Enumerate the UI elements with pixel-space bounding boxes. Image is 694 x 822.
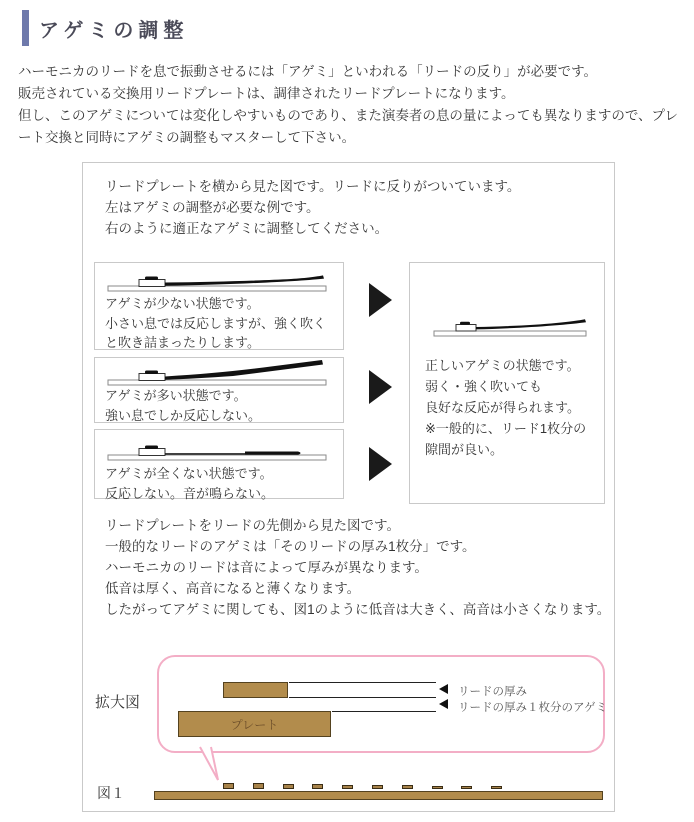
annotation-line (332, 711, 436, 712)
intro-line: ハーモニカのリードを息で振動させるには「アゲミ」といわれる「リードの反り」が必要です。 (18, 64, 598, 79)
reed-side-view-no-agemi-diagram (103, 435, 333, 463)
intro-line: 但し、このアゲミについては変化しやすいものであり、また演奏者の息の量によっても異なりますので、プレート交換と同時にアゲミの調整もマスターして下さい。 (18, 108, 679, 145)
accent-bar (22, 10, 29, 46)
plate-label: プレート (230, 717, 279, 732)
enlarged-view-label: 拡大図 (95, 694, 141, 711)
plate-cross-section (178, 711, 331, 737)
intro-paragraph (18, 61, 680, 149)
example-box-correct-agemi (409, 262, 605, 504)
example-box-high-agemi (94, 357, 344, 423)
annotation-line (289, 682, 436, 683)
explanation-paragraph: リードプレートをリードの先側から見た図です。 一般的なリードのアゲミは「そのリードの厚み1枚分」です。 ハーモニカのリードは音によって厚みが異なります。 低音は厚く、高音になると薄くなります。 したがってアゲミに関しても、図1のように低音は大きく、高音は小さくなります。 (105, 518, 611, 617)
panel-intro-line: 右のように適正なアゲミに調整してください。 (105, 221, 389, 236)
reed-mark (312, 784, 323, 789)
right-arrow-icon (369, 283, 392, 317)
left-arrow-icon (439, 699, 448, 709)
panel-intro-line: 左はアゲミの調整が必要な例です。 (105, 200, 320, 215)
reed-mark (402, 785, 413, 789)
reed-thickness-label: リードの厚み (458, 686, 527, 698)
reed-mark (372, 785, 383, 789)
panel-intro (105, 176, 520, 239)
page-title: アゲミの調整 (39, 19, 189, 42)
example-caption: 正しいアゲミの状態です。 弱く・強く吹いても 良好な反応が得られます。 ※一般的に、リード1枚分の隙間が良い。 (425, 358, 587, 457)
reed-mark (283, 784, 294, 789)
reed-cross-section (223, 682, 288, 698)
reed-mark (491, 786, 502, 789)
reed-mark (461, 786, 472, 789)
reed-side-view-low-agemi-diagram (103, 266, 333, 294)
right-arrow-icon (369, 370, 392, 404)
example-box-no-agemi (94, 429, 344, 499)
reed-mark (253, 783, 264, 789)
callout-tail (195, 746, 225, 782)
diagram-panel (82, 162, 615, 812)
reed-side-view-high-agemi-diagram (103, 359, 333, 387)
section-header (22, 10, 188, 46)
agemi-gap-label: リードの厚み１枚分のアゲミ (458, 702, 608, 714)
enlarged-view-callout (157, 655, 608, 753)
figure1-label: 図１ (97, 785, 125, 801)
panel-intro-line: リードプレートを横から見た図です。リードに反りがついています。 (105, 179, 521, 194)
reed-mark (342, 785, 353, 789)
example-caption: アゲミが多い状態です。 強い息でしか反応しない。 (105, 388, 262, 423)
left-arrow-icon (439, 684, 448, 694)
reed-mark (223, 783, 234, 789)
reed-side-view-correct-agemi-diagram (424, 309, 594, 339)
reed-mark (432, 786, 443, 789)
example-caption: アゲミが全くない状態です。 反応しない。音が鳴らない。 (105, 466, 275, 501)
example-caption: アゲミが少ない状態です。 小さい息では反応しますが、強く吹くと吹き詰まったりします。 (105, 296, 327, 350)
figure1-plate-bar (154, 791, 603, 800)
right-arrow-icon (369, 447, 392, 481)
intro-line: 販売されている交換用リードプレートは、調律されたリードプレートになります。 (18, 86, 515, 101)
annotation-line (289, 697, 436, 698)
example-box-low-agemi (94, 262, 344, 350)
